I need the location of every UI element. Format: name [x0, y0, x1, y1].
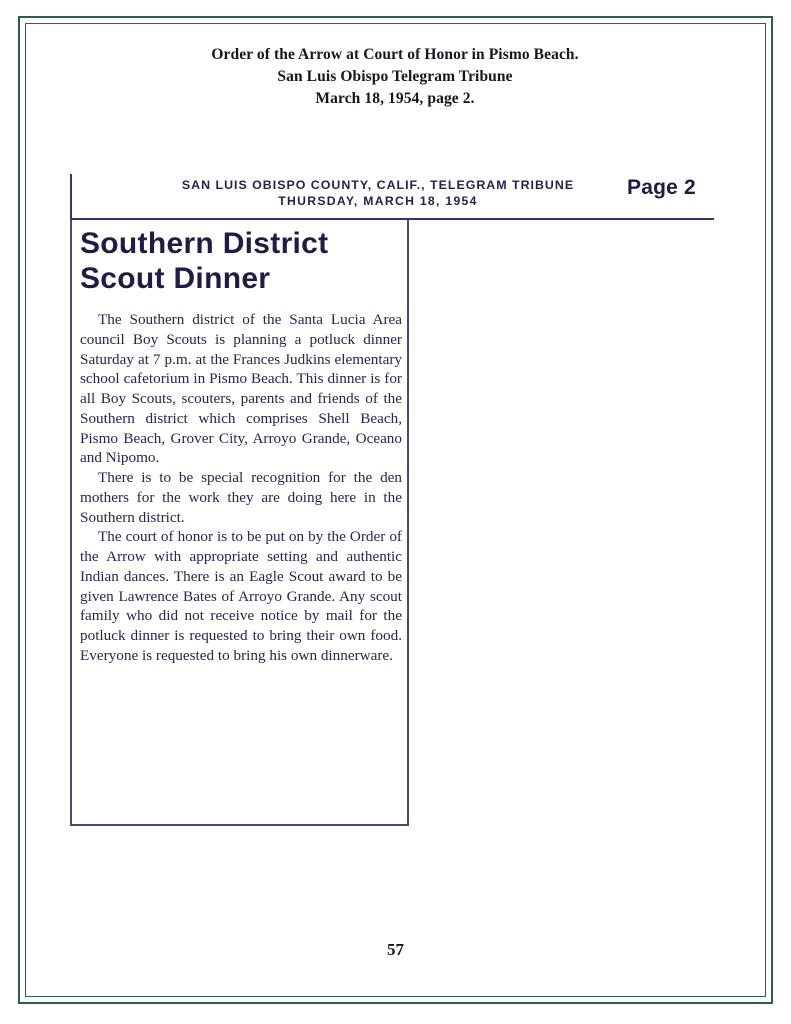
article-paragraph	[80, 310, 402, 468]
page-number-stamp: Page 2	[627, 176, 696, 199]
article-headline	[80, 226, 410, 297]
caption-line-3: March 18, 1954, page 2.	[315, 90, 475, 107]
page-folio-number: 57	[387, 940, 404, 959]
paragraph-text: The court of honor is to be put on by the Order of the Arrow with appropriate setting and authentic Indian dances. There is an Eagle Scout award to be given Lawrence Bates of Arroyo Grande. Any scout family who did not receive notice by mail for the potluck dinner is requested to bring their own food. Everyone is requested to bring his own dinnerware.	[80, 528, 402, 664]
column-rule-right	[407, 220, 409, 824]
article-body	[80, 310, 402, 666]
newspaper-clipping	[62, 168, 728, 828]
masthead-divider-rule	[70, 218, 714, 220]
column-rule-left	[70, 220, 72, 824]
newspaper-masthead	[62, 168, 728, 220]
masthead-date-line: THURSDAY, MARCH 18, 1954	[278, 194, 478, 208]
article-paragraph	[80, 527, 402, 665]
column-rule-bottom	[70, 824, 409, 826]
article-paragraph	[80, 468, 402, 527]
paragraph-text: There is to be special recognition for the den mothers for the work they are doing here in the Southern district.	[80, 469, 402, 526]
caption-line-1: Order of the Arrow at Court of Honor in Pismo Beach.	[211, 46, 579, 63]
page-caption	[60, 44, 730, 110]
masthead-publication-line: SAN LUIS OBISPO COUNTY, CALIF., TELEGRAM TRIBUNE	[181, 178, 575, 192]
caption-line-2: San Luis Obispo Telegram Tribune	[277, 68, 513, 85]
headline-line-2: Scout Dinner	[80, 262, 271, 296]
paragraph-text: The Southern district of the Santa Lucia Area council Boy Scouts is planning a potluck dinner Saturday at 7 p.m. at the Frances Judkins elementary school cafetorium in Pismo Beach. This dinner is for all Boy Scouts, scouters, parents and friends of the Southern district which comprises Shell Beach, Pismo Beach, Grover City, Arroyo Grande, Oceano and Nipomo.	[80, 311, 402, 467]
headline-line-1: Southern District	[80, 227, 329, 260]
masthead-left-rule	[70, 174, 72, 220]
